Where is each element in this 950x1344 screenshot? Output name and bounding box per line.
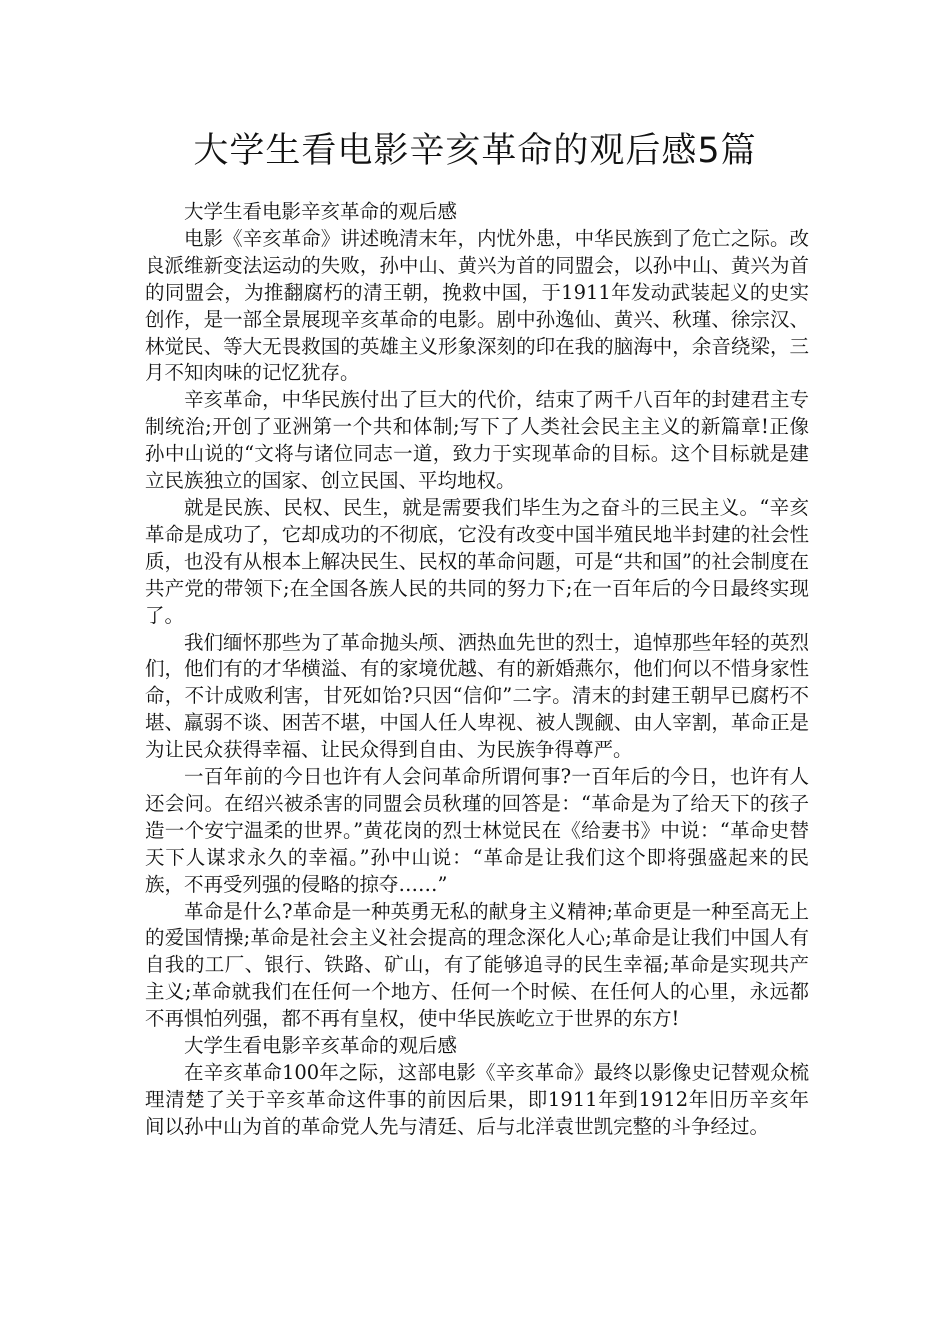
paragraph: 革命是什么?革命是一种英勇无私的献身主义精神;革命更是一种至高无上的爱国情操;革命是社会主义社会提高的理念深化人心;革命是让我们中国人有自我的工厂、银行、铁路、矿山，有了能够追寻的民生幸福;革命是实现共产主义;革命就我们在任何一个地方、任何一个时候、在任何人的心里，永远都不再惧怕列强，都不再有皇权，使中华民族屹立于世界的东方! (145, 899, 809, 1031)
paragraph: 电影《辛亥革命》讲述晚清末年，内忧外患，中华民族到了危亡之际。改良派维新变法运动的失败，孙中山、黄兴为首的同盟会，以孙中山、黄兴为首的同盟会，为推翻腐朽的清王朝，挽救中国，于1911年发动武装起义的史实创作，是一部全景展现辛亥革命的电影。剧中孙逸仙、黄兴、秋瑾、徐宗汉、林觉民、等大无畏救国的英雄主义形象深刻的印在我的脑海中，余音绕梁，三月不知肉味的记忆犹存。 (145, 226, 809, 385)
document-body (145, 199, 809, 1141)
paragraph: 在辛亥革命100年之际，这部电影《辛亥革命》最终以影像史记替观众梳理清楚了关于辛亥革命这件事的前因后果，即1911年到1912年旧历辛亥年间以孙中山为首的革命党人先与清廷、后与北洋袁世凯完整的斗争经过。 (145, 1061, 809, 1138)
section-heading: 大学生看电影辛亥革命的观后感 (184, 1034, 458, 1058)
paragraph: 就是民族、民权、民生，就是需要我们毕生为之奋斗的三民主义。“辛亥革命是成功了，它却成功的不彻底，它没有改变中国半殖民地半封建的社会性质，也没有从根本上解决民生、民权的革命问题，可是“共和国”的社会制度在共产党的带领下;在全国各族人民的共同的努力下;在一百年后的今日最终实现了。 (145, 495, 809, 627)
paragraph: 辛亥革命，中华民族付出了巨大的代价，结束了两千八百年的封建君主专制统治;开创了亚洲第一个共和体制;写下了人类社会民主主义的新篇章!正像孙中山说的“文将与诸位同志一道，致力于实现革命的目标。这个目标就是建立民族独立的国家、创立民国、平均地权。 (145, 388, 809, 493)
page-title: 大学生看电影辛亥革命的观后感5篇 (193, 131, 757, 171)
paragraph: 一百年前的今日也许有人会问革命所谓何事?一百年后的今日，也许有人还会问。在绍兴被杀害的同盟会员秋瑾的回答是：“革命是为了给天下的孩子造一个安宁温柔的世界。”黄花岗的烈士林觉民在《给妻书》中说：“革命史替天下人谋求永久的幸福。”孙中山说：“革命是让我们这个即将强盛起来的民族，不再受列强的侵略的掠夺……” (145, 765, 809, 896)
paragraph: 我们缅怀那些为了革命抛头颅、洒热血先世的烈士，追悼那些年轻的英烈们，他们有的才华横溢、有的家境优越、有的新婚燕尔，他们何以不惜身家性命，不计成败利害，甘死如饴?只因“信仰”二字。清末的封建王朝早已腐朽不堪、羸弱不谈、困苦不堪，中国人任人卑视、被人觊觎、由人宰割，革命正是为让民众获得幸福、让民众得到自由、为民族争得尊严。 (145, 630, 809, 762)
section-heading: 大学生看电影辛亥革命的观后感 (184, 200, 458, 223)
